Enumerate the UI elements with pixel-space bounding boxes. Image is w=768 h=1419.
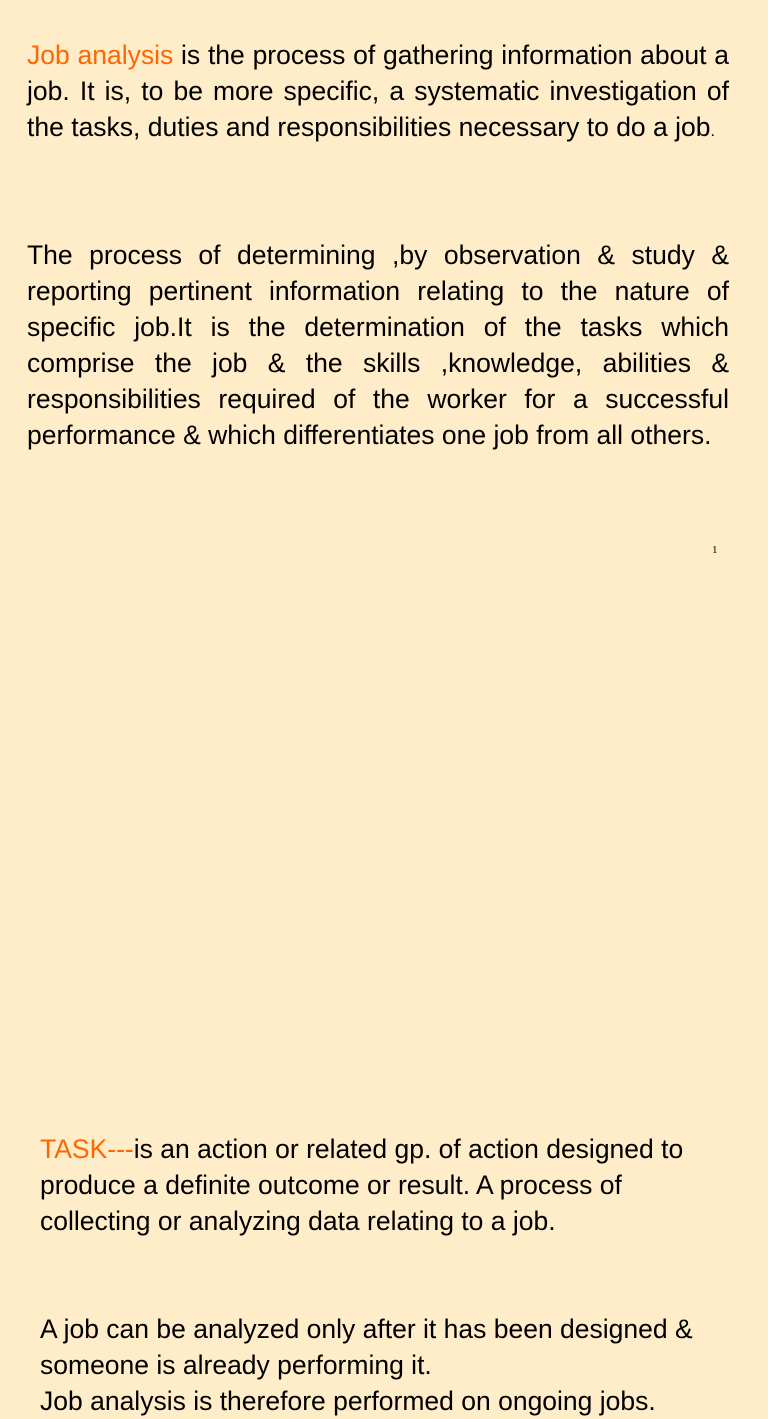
slide-1 bbox=[0, 0, 768, 556]
job-analysis-definition bbox=[27, 37, 729, 150]
task-term: TASK--- bbox=[40, 1134, 134, 1164]
job-analysis-term: Job analysis bbox=[27, 40, 174, 70]
job-analysis-definition-text: is the process of gathering information about a job. It is, to be more specific, a systematic investigation of the tasks, duties and responsibilities necessary to do a job bbox=[27, 40, 729, 142]
task-definition-text: is an action or related gp. of action designed to produce a definite outcome or result. A process of collecting or analyzing data relating to a job. bbox=[40, 1134, 684, 1236]
page-number: 1 bbox=[712, 544, 718, 556]
slide-2 bbox=[0, 512, 768, 1416]
job-analysis-timing-line-1: A job can be analyzed only after it has been designed & someone is already performing it. bbox=[40, 1314, 693, 1380]
task-definition bbox=[40, 1131, 730, 1239]
definition-end-mark: . bbox=[710, 123, 715, 140]
process-description-text: The process of determining ,by observation & study & reporting pertinent information relating to the nature of specific job.It is the determination of the tasks which comprise the job & the skills ,knowledge, abilities & responsibilities required of the worker for a successful performance & which differentiates one job from all others. bbox=[27, 240, 729, 450]
job-analysis-timing bbox=[40, 1311, 730, 1419]
process-description bbox=[27, 237, 729, 453]
job-analysis-timing-line-2: Job analysis is therefore performed on ongoing jobs. bbox=[40, 1386, 656, 1416]
